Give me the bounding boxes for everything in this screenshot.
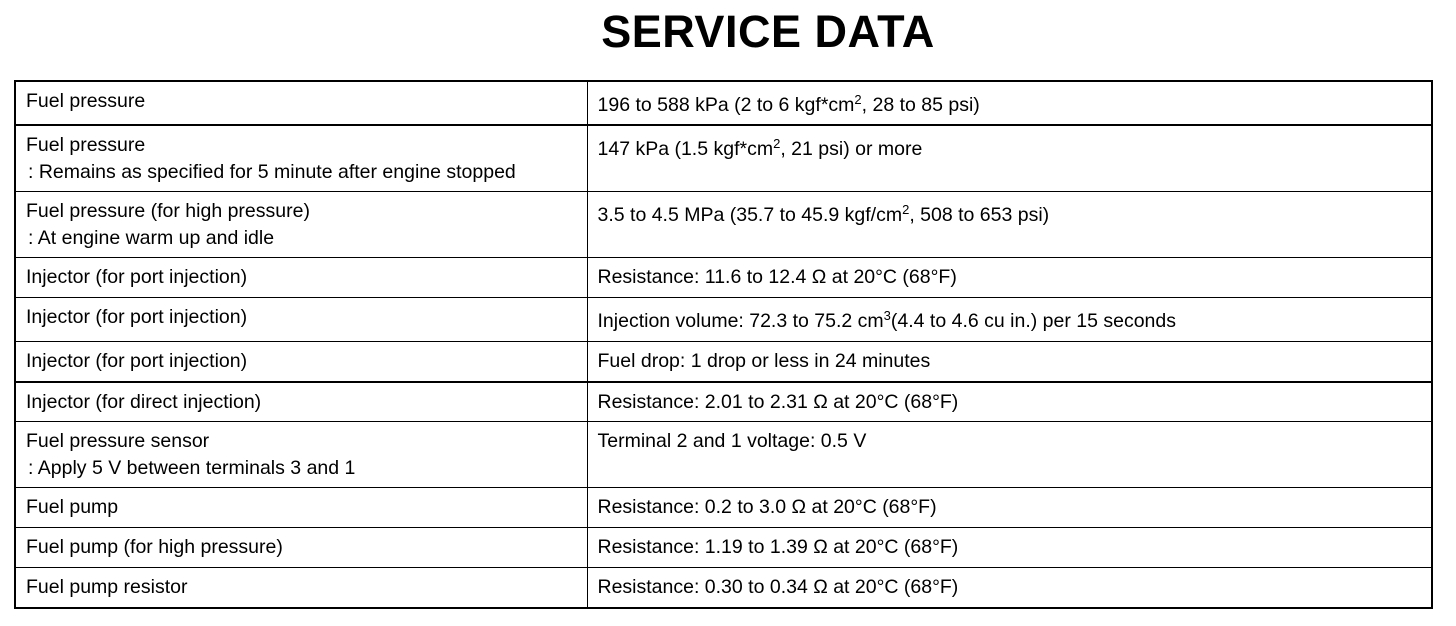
value-superscript: 3 xyxy=(883,308,891,323)
value-text-tail: , 21 psi) or more xyxy=(780,138,923,160)
page-title: SERVICE DATA xyxy=(601,6,935,57)
item-cell xyxy=(15,382,587,422)
item-cell xyxy=(15,258,587,298)
table-row xyxy=(15,422,1432,488)
value-text: Injection volume: 72.3 to 75.2 cm xyxy=(597,310,884,332)
value-cell xyxy=(587,192,1432,258)
item-cell xyxy=(15,528,587,568)
item-label: Fuel pump resistor xyxy=(26,576,188,598)
item-condition: : At engine warm up and idle xyxy=(28,227,275,249)
value-text-tail: , 508 to 653 psi) xyxy=(909,204,1050,226)
value-text: Resistance: 0.30 to 0.34 Ω at 20°C (68°F) xyxy=(597,576,959,598)
value-superscript: 2 xyxy=(854,92,862,107)
item-condition: : Remains as specified for 5 minute after engine stopped xyxy=(28,161,516,183)
value-cell xyxy=(587,382,1432,422)
value-cell xyxy=(587,298,1432,342)
item-label: Fuel pressure xyxy=(26,90,146,112)
value-text: Resistance: 2.01 to 2.31 Ω at 20°C (68°F) xyxy=(597,390,959,413)
item-label: Injector (for port injection) xyxy=(26,350,248,372)
value-text: Resistance: 1.19 to 1.39 Ω at 20°C (68°F) xyxy=(597,536,959,558)
table-row xyxy=(15,488,1432,528)
table-row xyxy=(15,81,1432,125)
item-label: Fuel pump xyxy=(26,496,119,518)
value-text-tail: , 28 to 85 psi) xyxy=(861,94,980,116)
value-text: 3.5 to 4.5 MPa (35.7 to 45.9 kgf/cm xyxy=(597,204,903,226)
table-row xyxy=(15,568,1432,608)
value-cell xyxy=(587,258,1432,298)
value-cell xyxy=(587,568,1432,608)
item-label: Fuel pressure (for high pressure) xyxy=(26,200,310,222)
item-label: Fuel pump (for high pressure) xyxy=(26,536,283,558)
value-superscript: 2 xyxy=(773,136,781,151)
item-label: Injector (for port injection) xyxy=(26,266,248,288)
item-cell xyxy=(15,422,587,488)
item-cell xyxy=(15,81,587,125)
item-cell xyxy=(15,125,587,192)
table-row xyxy=(15,125,1432,192)
item-label: Fuel pressure xyxy=(26,134,146,156)
value-text: Resistance: 11.6 to 12.4 Ω at 20°C (68°F) xyxy=(597,266,957,288)
value-text: Fuel drop: 1 drop or less in 24 minutes xyxy=(597,350,931,372)
item-condition: : Apply 5 V between terminals 3 and 1 xyxy=(28,457,356,479)
value-cell xyxy=(587,342,1432,382)
item-label: Injector (for port injection) xyxy=(26,306,248,328)
value-cell xyxy=(587,125,1432,192)
table-row xyxy=(15,382,1432,422)
value-cell xyxy=(587,81,1432,125)
value-cell xyxy=(587,422,1432,488)
item-label: Fuel pressure sensor xyxy=(26,430,210,452)
value-cell xyxy=(587,488,1432,528)
table-row xyxy=(15,258,1432,298)
value-text: Terminal 2 and 1 voltage: 0.5 V xyxy=(597,430,867,452)
item-cell xyxy=(15,342,587,382)
item-cell xyxy=(15,298,587,342)
item-cell xyxy=(15,568,587,608)
value-text: Resistance: 0.2 to 3.0 Ω at 20°C (68°F) xyxy=(597,496,937,518)
table-row xyxy=(15,192,1432,258)
table-row xyxy=(15,342,1432,382)
value-cell xyxy=(587,528,1432,568)
item-cell xyxy=(15,192,587,258)
item-cell xyxy=(15,488,587,528)
service-data-table xyxy=(14,80,1433,609)
item-label: Injector (for direct injection) xyxy=(26,390,262,413)
table-row xyxy=(15,528,1432,568)
table-row xyxy=(15,298,1432,342)
value-text-tail: (4.4 to 4.6 cu in.) per 15 seconds xyxy=(890,310,1176,332)
value-superscript: 2 xyxy=(902,202,910,217)
value-text: 196 to 588 kPa (2 to 6 kgf*cm xyxy=(597,94,855,116)
value-text: 147 kPa (1.5 kgf*cm xyxy=(597,138,774,160)
